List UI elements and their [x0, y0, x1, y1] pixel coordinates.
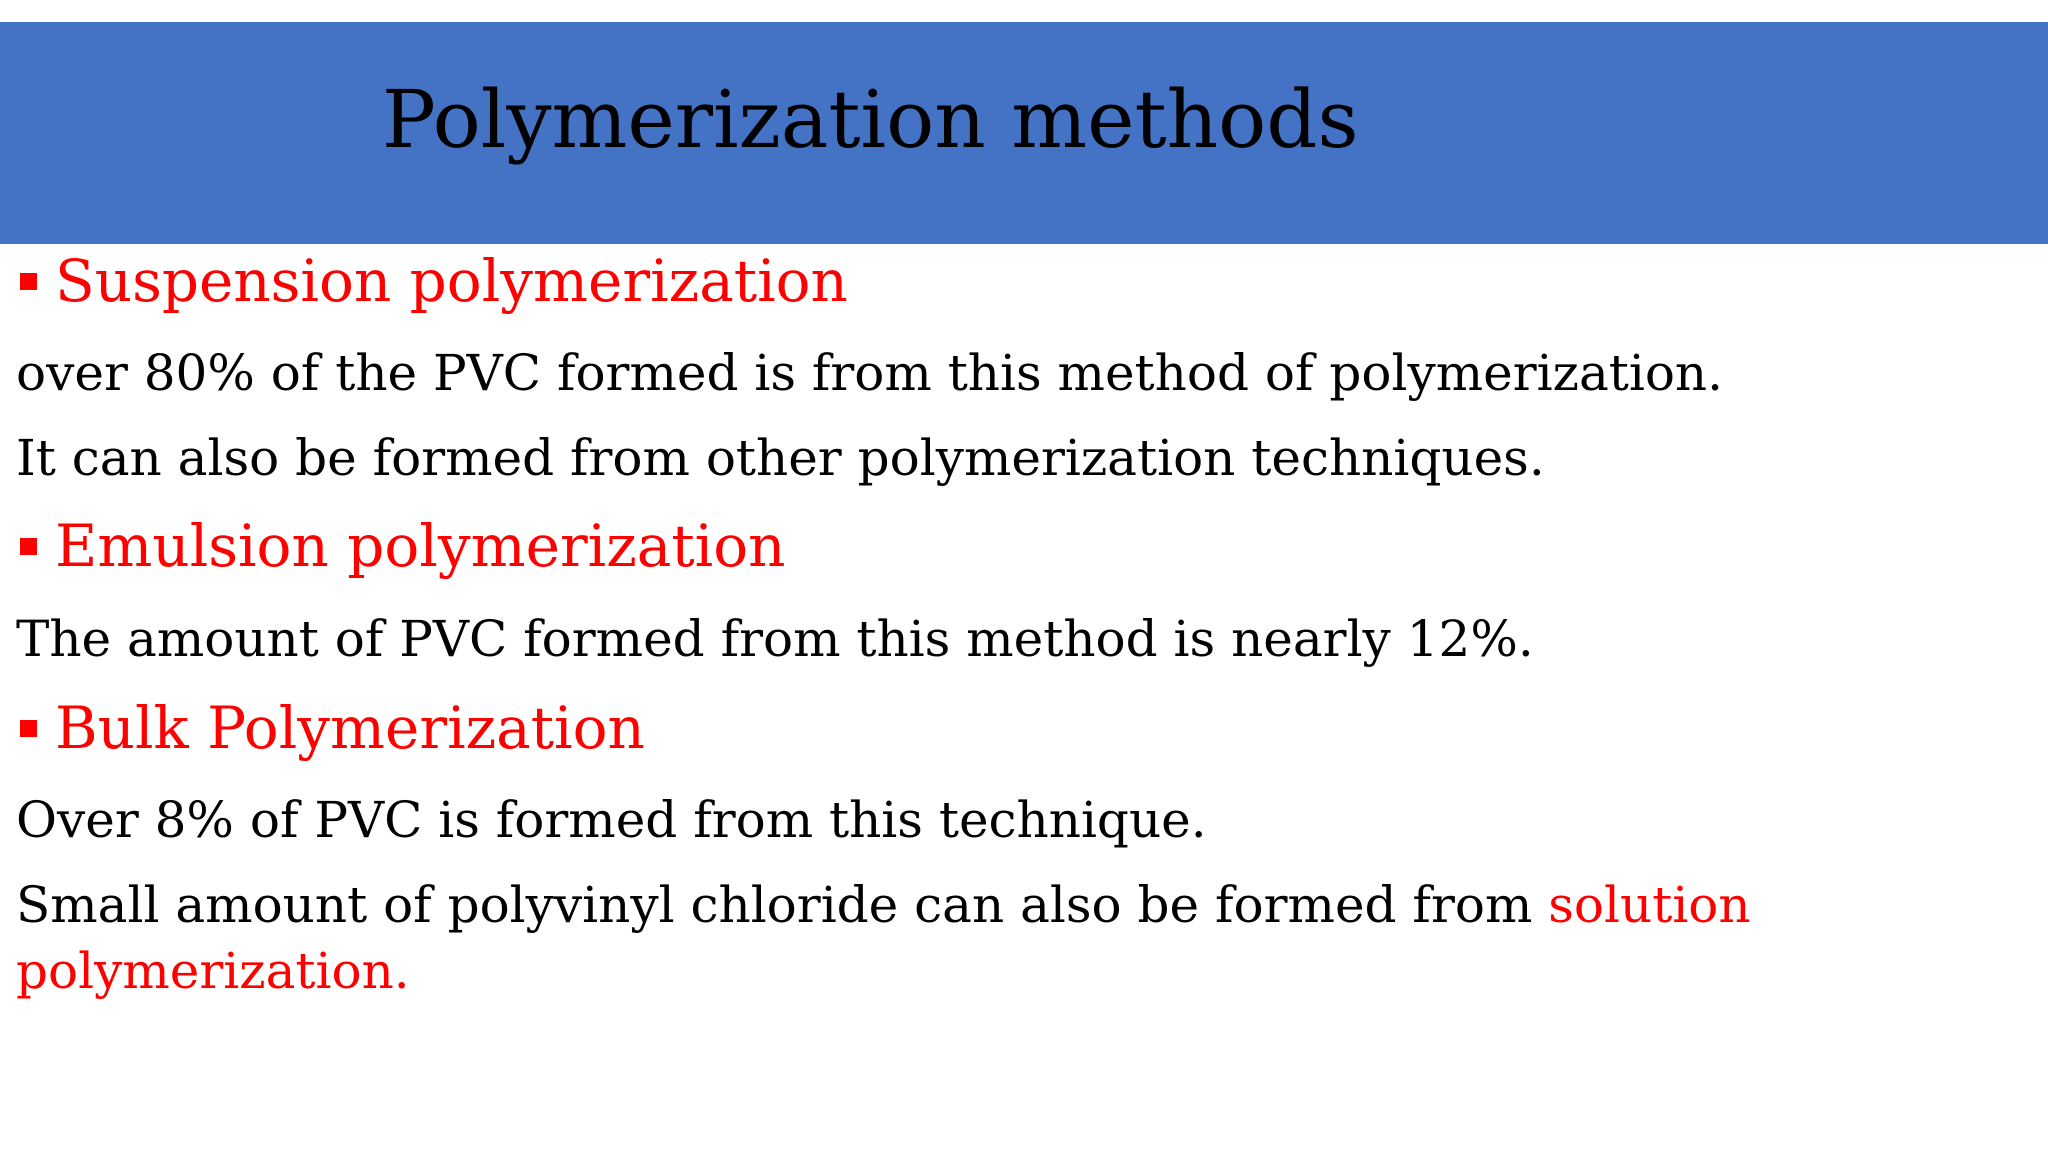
- section-heading-text: Bulk Polymerization: [55, 694, 645, 762]
- square-bullet-icon: [20, 538, 37, 555]
- body-line: Over 8% of PVC is formed from this technique.: [16, 791, 1207, 849]
- square-bullet-icon: [20, 720, 37, 737]
- closing-line: [16, 874, 1751, 936]
- section-heading-emulsion: [20, 511, 786, 581]
- body-line: over 80% of the PVC formed is from this method of polymerization.: [16, 344, 1724, 402]
- closing-highlight-continued: polymerization.: [16, 942, 410, 1000]
- section-heading-bulk: [20, 693, 645, 763]
- slide-title: Polymerization methods: [382, 73, 1359, 166]
- body-line: The amount of PVC formed from this method is nearly 12%.: [16, 610, 1534, 668]
- section-heading-text: Suspension polymerization: [55, 247, 848, 315]
- body-line: It can also be formed from other polymerization techniques.: [16, 429, 1545, 487]
- section-heading-text: Emulsion polymerization: [55, 512, 786, 580]
- closing-highlight: solution: [1548, 876, 1751, 934]
- square-bullet-icon: [20, 273, 37, 290]
- section-heading-suspension: [20, 246, 848, 316]
- closing-text: Small amount of polyvinyl chloride can also be formed from: [16, 876, 1549, 934]
